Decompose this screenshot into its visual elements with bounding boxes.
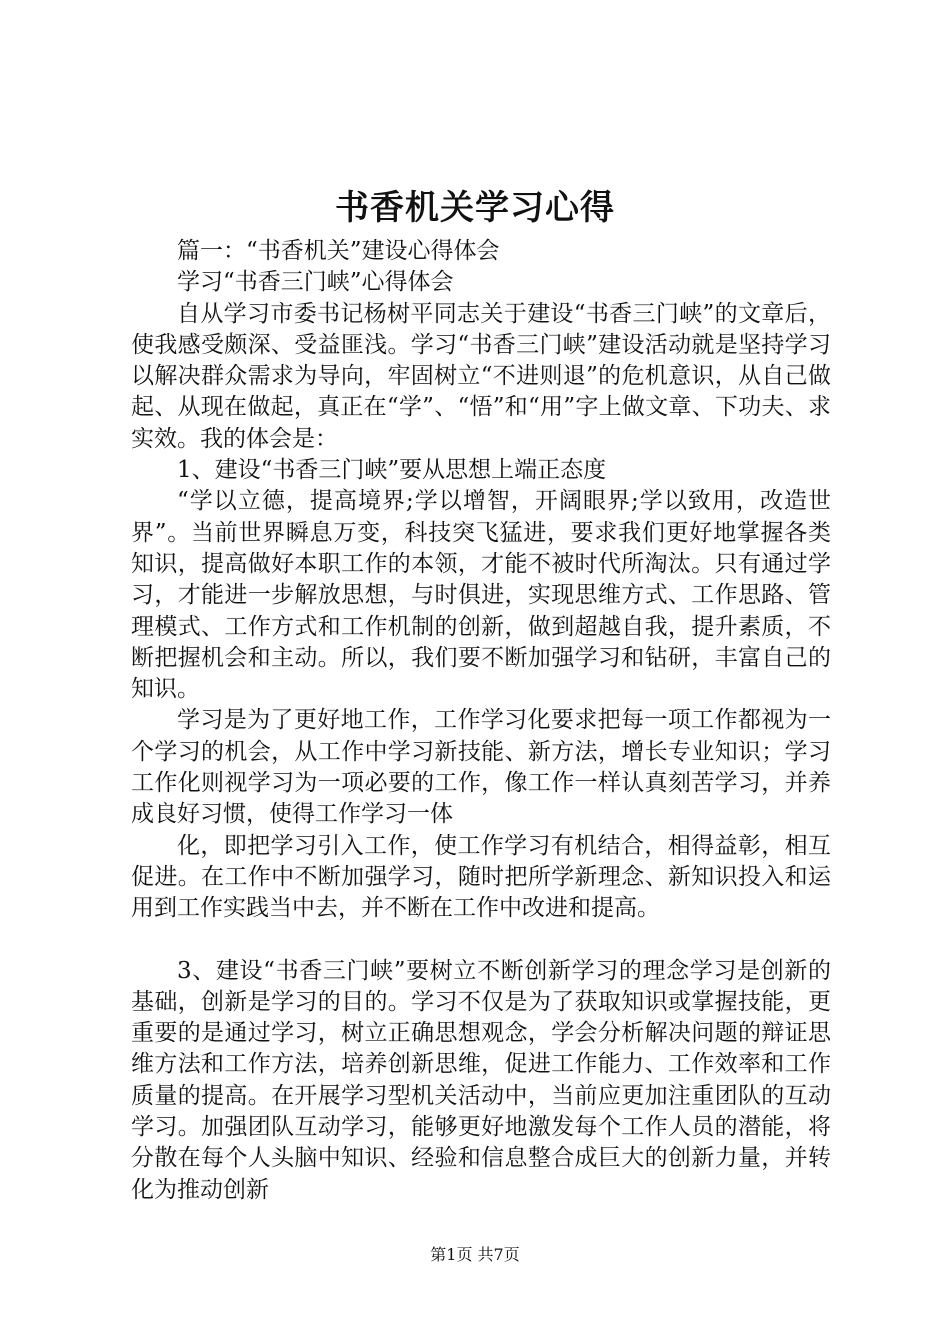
paragraph: 1、建设“书香三门峡”要从思想上端正态度 bbox=[177, 457, 607, 484]
paragraph: 化，即把学习引入工作，使工作学习有机结合，相得益彰，相互促进。在工作中不断加强学习，随时把所学新理念、新知识投入和运用到工作实践当中去，并不断在工作中改进和提高。 bbox=[131, 832, 831, 922]
paragraph: 自从学习市委书记杨树平同志关于建设“书香三门峡”的文章后，使我感受颇深、受益匪浅。学习“书香三门峡”建设活动就是坚持学习以解决群众需求为导向，牢固树立“不进则退”的危机意识，从自己做起、从现在做起，真正在“学”、“悟”和“用”字上做文章、下功夫、求实效。我的体会是： bbox=[131, 300, 831, 452]
document-body bbox=[131, 236, 831, 1206]
paragraph: 学习是为了更好地工作，工作学习化要求把每一项工作都视为一个学习的机会，从工作中学习新技能、新方法，增长专业知识；学习工作化则视学习为一项必要的工作，像工作一样认真刻苦学习，并养成良好习惯，使得工作学习一体 bbox=[131, 707, 831, 828]
document-title: 书香机关学习心得 bbox=[335, 188, 615, 228]
page-footer: 第1页 共7页 bbox=[430, 1245, 520, 1264]
paragraph: 篇一：“书香机关”建设心得体会 bbox=[177, 238, 500, 264]
paragraph: 学习“书香三门峡”心得体会 bbox=[177, 269, 454, 296]
paragraph: 3、建设“书香三门峡”要树立不断创新学习的理念学习是创新的基础，创新是学习的目的。学习不仅是为了获取知识或掌握技能，更重要的是通过学习，树立正确思想观念，学会分析解决问题的辩证思维方法和工作方法，培养创新思维，促进工作能力、工作效率和工作质量的提高。在开展学习型机关活动中，当前应更加注重团队的互动学习。加强团队互动学习，能够更好地激发每个工作人员的潜能，将分散在每个人头脑中知识、经验和信息整合成巨大的创新力量，并转化为推动创新 bbox=[131, 957, 831, 1203]
paragraph: “学以立德，提高境界;学以增智，开阔眼界;学以致用，改造世界”。当前世界瞬息万变，科技突飞猛进，要求我们更好地掌握各类知识，提高做好本职工作的本领，才能不被时代所淘汰。只有通过学习，才能进一步解放思想，与时俱进，实现思维方式、工作思路、管理模式、工作方式和工作机制的创新，做到超越自我，提升素质，不断把握机会和主动。所以，我们要不断加强学习和钻研，丰富自己的知识。 bbox=[131, 488, 831, 703]
